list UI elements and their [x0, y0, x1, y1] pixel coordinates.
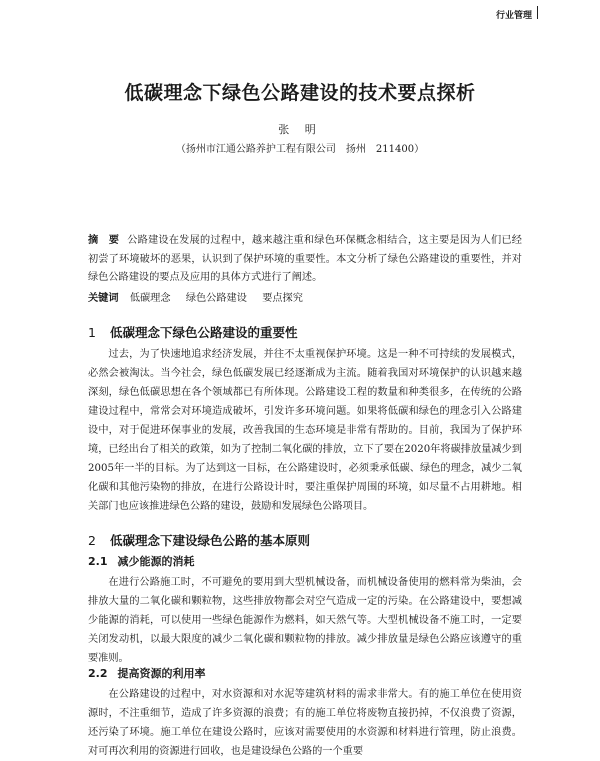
section-number: 2	[88, 533, 96, 548]
author-affiliation: （扬州市江通公路养护工程有限公司 扬州 211400）	[175, 144, 425, 155]
running-header-divider	[537, 6, 538, 19]
body-paragraph: 过去，为了快速地追求经济发展，并往不太重视保护环境。这是一种不可持续的发展模式，必然会被淘汰。当今社会，绿色低碳发展已经逐渐成为主流。随着我国对环境保护的认识越来越深刻，绿色低碳思想在各个领域都已有所体现。公路建设工程的数量和种类很多，在传统的公路建设过程中，常常会对环境造成破坏，引发许多环境问题。如果将低碳和绿色的理念引入公路建设中，对于促进环保事业的发展，改善我国的生态环境是非常有帮助的。目前，我国为了保护环境，已经出台了相关的政策，如为了控制二氧化碳的排放，立下了要在2020年将碳排放量减少到2005年一半的目标。为了达到这一目标，在公路建设时，必须秉承低碳、绿色的理念，减少二氧化碳和其他污染物的排放，在进行公路设计时，要注重保护周围的环境，如尽量不占用耕地。相关部门也应该推进绿色公路的建设，鼓励和发展绿色公路项目。	[88, 349, 522, 512]
body-paragraph: 在公路建设的过程中，对水资源和对水泥等建筑材料的需求非常大。有的施工单位在使用资源时，不注重细节，造成了许多资源的浪费；有的施工单位将废物直接扔掉，不仅浪费了资源，还污染了环境。施工单位在建设公路时，应该对需要使用的水资源和材料进行管理，防止浪费。对可再次利用的资源进行回收，也是建设绿色公路的一个重要	[88, 689, 522, 757]
author-name: 张 明	[278, 123, 322, 136]
subsection-heading	[88, 665, 206, 681]
subsection-number: 2.1	[88, 555, 108, 568]
subsection-number: 2.2	[88, 667, 108, 680]
section-title: 低碳理念下建设绿色公路的基本原则	[109, 533, 310, 548]
section-number: 1	[88, 325, 96, 340]
section-title: 低碳理念下绿色公路建设的重要性	[109, 325, 298, 340]
keyword: 低碳理念	[129, 293, 171, 304]
abstract-text: 公路建设在发展的过程中，越来越注重和绿色环保概念相结合，这主要是因为人们已经初尝了环境破坏的恶果，认识到了保护环境的重要性。本文分析了绿色公路建设的重要性，并对绿色公路建设的要点及应用的具体方式进行了阐述。	[88, 235, 522, 284]
keyword: 绿色公路建设	[185, 293, 247, 304]
running-header-section-tag: 行业管理	[495, 11, 532, 21]
paper-title: 低碳理念下绿色公路建设的技术要点探析	[124, 82, 476, 104]
subsection-title: 提高资源的利用率	[117, 667, 206, 680]
section-heading	[88, 531, 310, 549]
keywords-label: 关键词	[88, 293, 119, 304]
body-paragraph: 在进行公路施工时，不可避免的要用到大型机械设备，而机械设备使用的燃料常为柴油，会排放大量的二氧化碳和颗粒物，这些排放物都会对空气造成一定的污染。在公路建设中，要想减少能源的消耗，可以使用一些绿色能源作为燃料，如天然气等。大型机械设备不施工时，一定要关闭发动机，以最大限度的减少二氧化碳和颗粒物的排放。减少排放量是绿色公路应该遵守的重要准则。	[88, 577, 522, 664]
keyword: 要点探究	[262, 293, 303, 304]
abstract-label: 摘 要	[88, 235, 120, 246]
keywords	[88, 289, 522, 304]
section-heading	[88, 323, 297, 341]
abstract	[88, 232, 522, 288]
subsection-title: 减少能源的消耗	[117, 555, 195, 568]
subsection-heading	[88, 553, 195, 569]
